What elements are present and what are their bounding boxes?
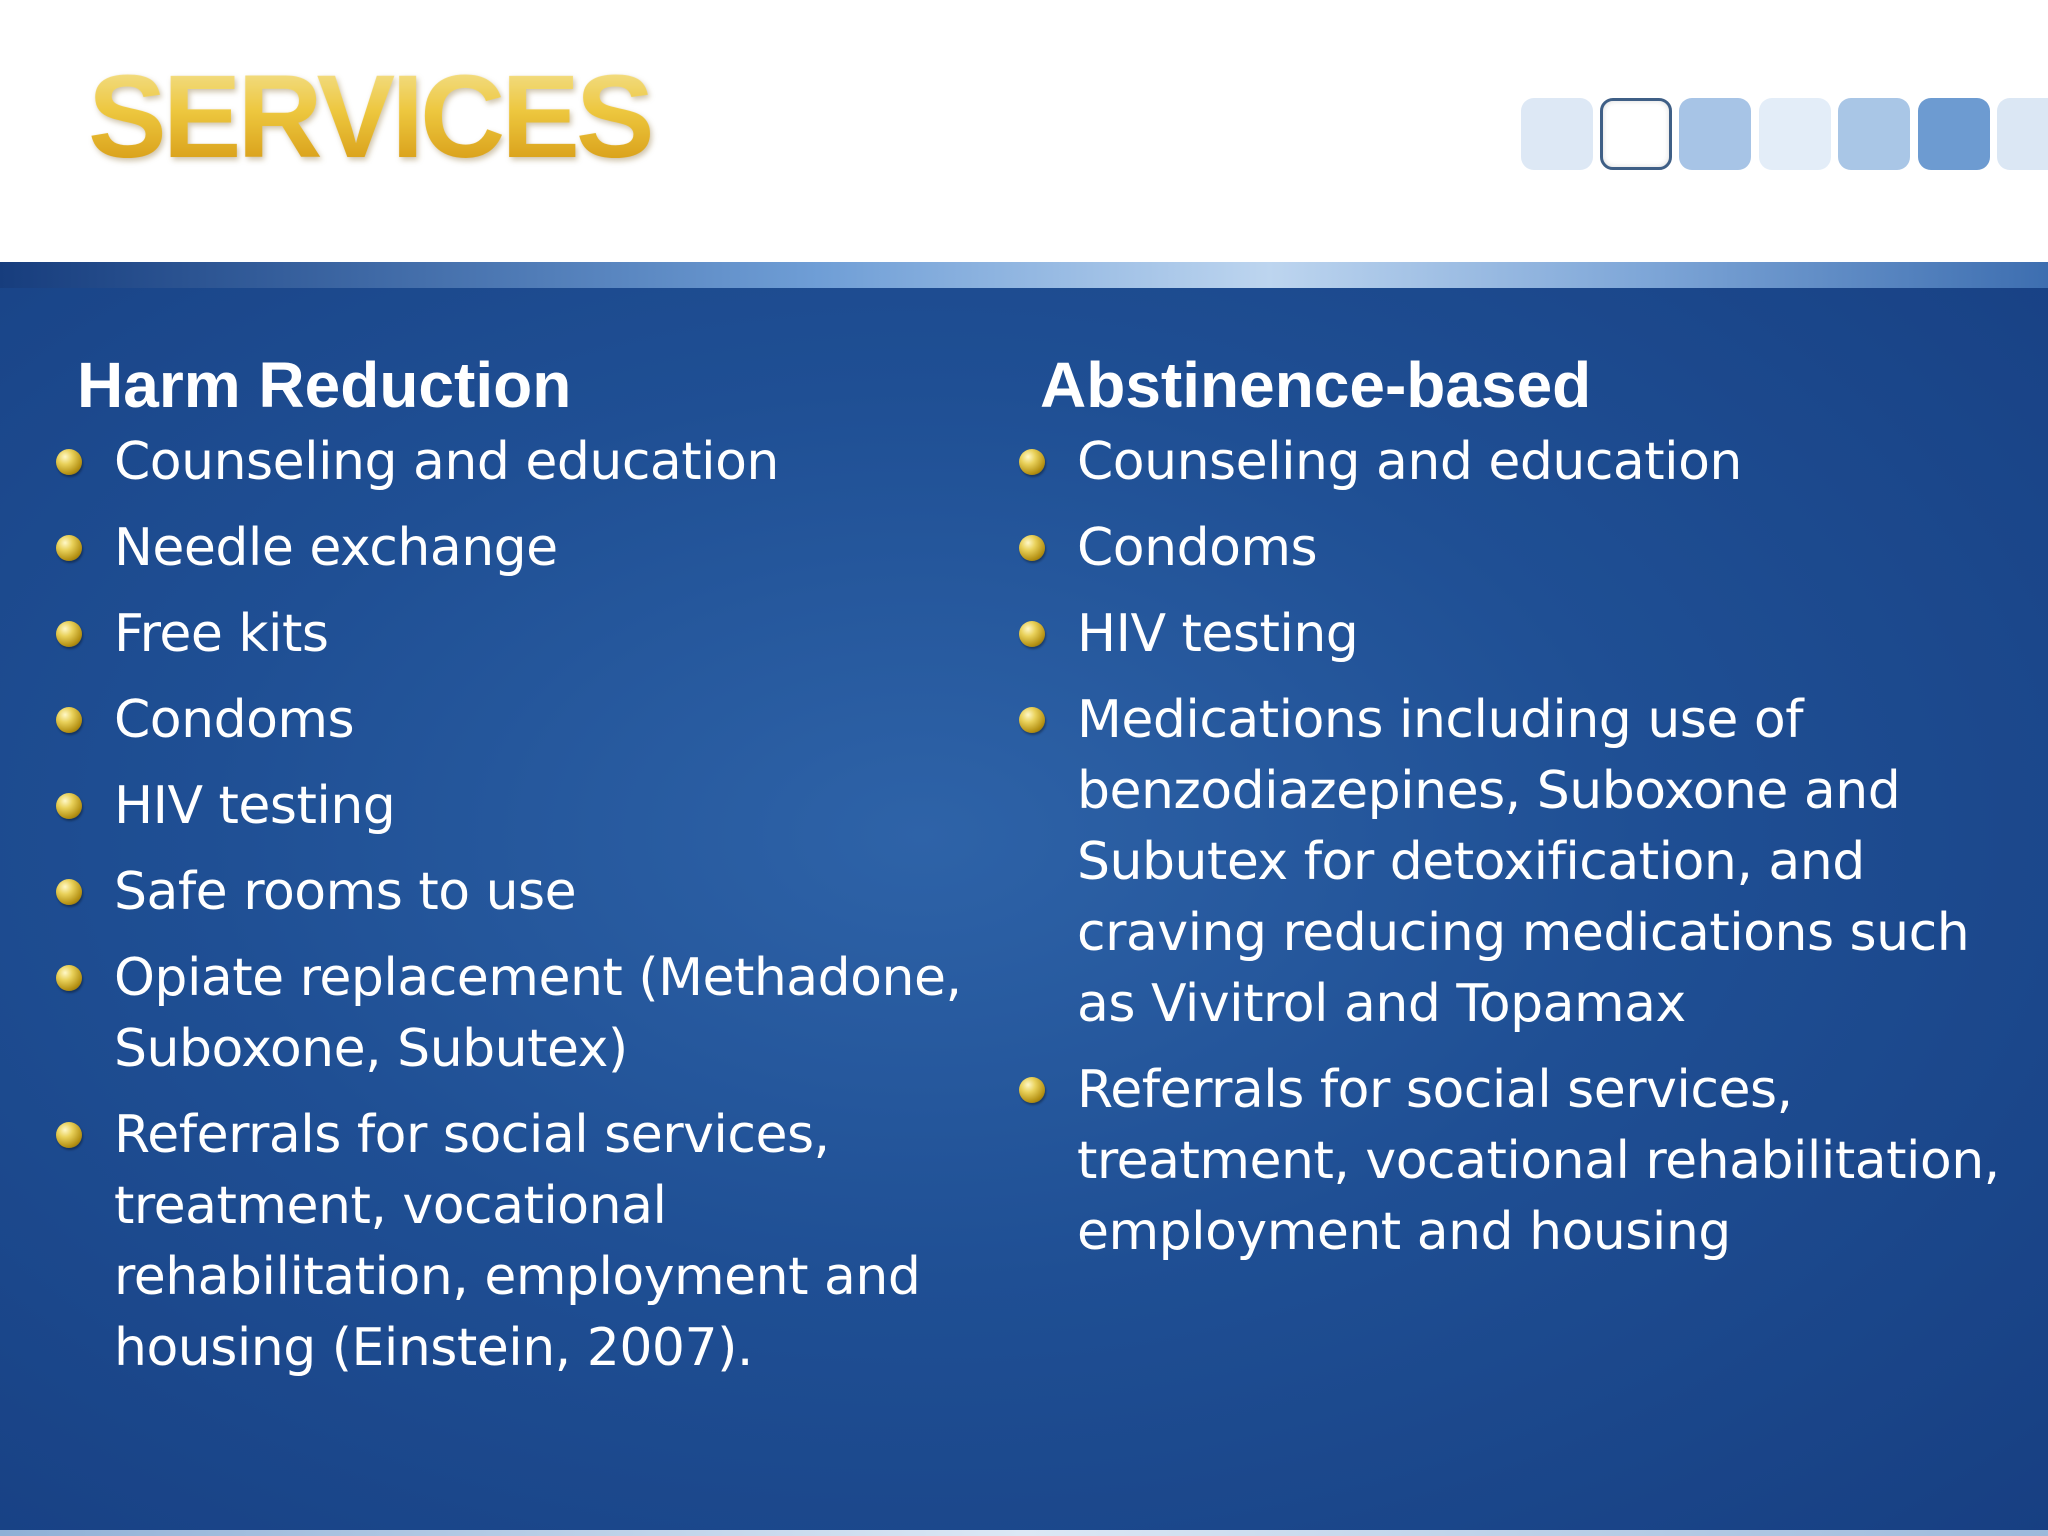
bullet-icon xyxy=(56,793,82,819)
list-item-text: Condoms xyxy=(1077,518,1318,578)
band-top-highlight xyxy=(0,262,2048,288)
bullet-icon xyxy=(1019,449,1045,475)
bullet-icon xyxy=(56,1122,82,1148)
bullet-icon xyxy=(1019,1077,1045,1103)
list-item xyxy=(77,513,977,584)
list-item xyxy=(77,427,977,498)
abstinence-based-column xyxy=(1040,345,2000,1283)
bullet-icon xyxy=(56,535,82,561)
decorative-tile xyxy=(1997,98,2048,170)
bullet-icon xyxy=(1019,535,1045,561)
bullet-icon xyxy=(56,707,82,733)
abstinence-based-list xyxy=(1040,427,2000,1268)
decorative-tile xyxy=(1918,98,1990,170)
list-item xyxy=(77,685,977,756)
column-heading: Harm Reduction xyxy=(77,349,572,421)
slide-title: SERVICES xyxy=(88,51,651,183)
list-item-text: Free kits xyxy=(114,604,329,664)
list-item xyxy=(77,771,977,842)
list-item xyxy=(1040,427,2000,498)
list-item-text: Referrals for social services, treatment, vocational rehabilitation, employment and housing (Einstein, 2007). xyxy=(114,1105,921,1378)
harm-reduction-list xyxy=(77,427,977,1384)
list-item xyxy=(77,599,977,670)
list-item-text: Condoms xyxy=(114,690,355,750)
bullet-icon xyxy=(1019,621,1045,647)
list-item xyxy=(1040,685,2000,1040)
list-item-text: HIV testing xyxy=(114,776,396,836)
decorative-tile xyxy=(1759,98,1831,170)
list-item xyxy=(1040,513,2000,584)
list-item-text: Safe rooms to use xyxy=(114,862,577,922)
list-item-text: HIV testing xyxy=(1077,604,1359,664)
list-item xyxy=(1040,599,2000,670)
list-item xyxy=(77,943,977,1085)
column-heading: Abstinence-based xyxy=(1040,349,1592,421)
list-item-text: Opiate replacement (Methadone, Suboxone, Subutex) xyxy=(114,948,962,1079)
list-item-text: Medications including use of benzodiazepines, Suboxone and Subutex for detoxification, and craving reducing medications such as Vivitrol and Topamax xyxy=(1077,690,1970,1034)
bullet-icon xyxy=(1019,707,1045,733)
list-item xyxy=(1040,1055,2000,1268)
decorative-tiles xyxy=(1521,98,2048,170)
list-item-text: Counseling and education xyxy=(114,432,779,492)
band-bottom-edge xyxy=(0,1530,2048,1536)
list-item-text: Needle exchange xyxy=(114,518,558,578)
list-item xyxy=(77,857,977,928)
decorative-tile xyxy=(1679,98,1751,170)
decorative-tile xyxy=(1600,98,1672,170)
bullet-icon xyxy=(56,621,82,647)
bullet-icon xyxy=(56,449,82,475)
list-item xyxy=(77,1100,977,1384)
decorative-tile xyxy=(1838,98,1910,170)
bullet-icon xyxy=(56,879,82,905)
slide-header xyxy=(0,0,2048,262)
harm-reduction-column xyxy=(77,345,977,1399)
list-item-text: Referrals for social services, treatment, vocational rehabilitation, employment and housing xyxy=(1077,1060,2000,1262)
bullet-icon xyxy=(56,965,82,991)
list-item-text: Counseling and education xyxy=(1077,432,1742,492)
decorative-tile xyxy=(1521,98,1593,170)
